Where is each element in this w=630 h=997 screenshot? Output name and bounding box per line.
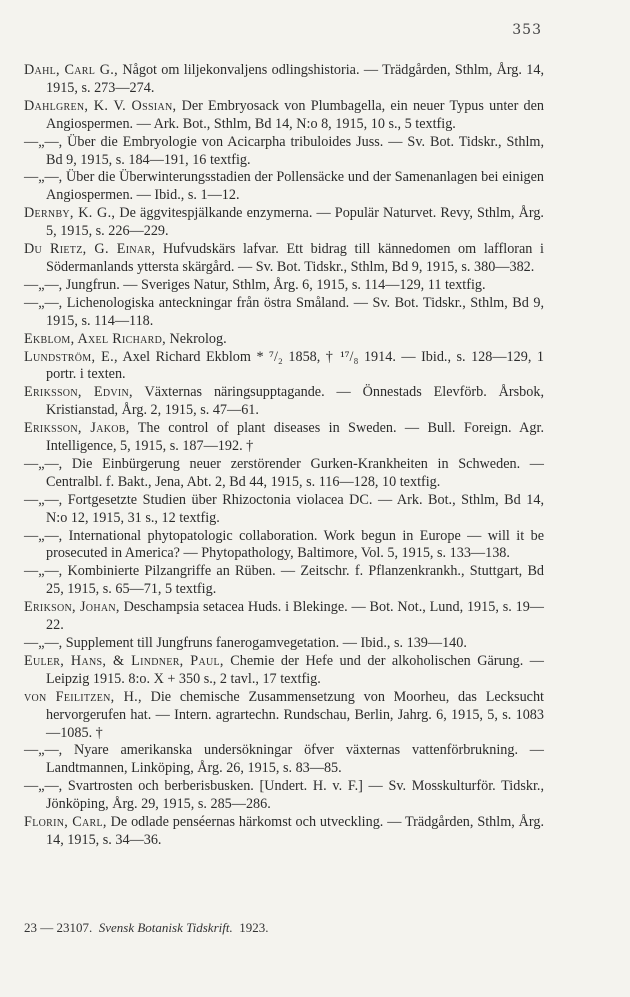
bibliography-entry: [24, 689, 544, 743]
bibliography-entry: [24, 778, 544, 814]
entry-text: De äggvitespjälkande enzymerna. — Populär Naturvet. Revy, Sthlm, Årg. 5, 1915, s. 226—229.: [46, 205, 544, 240]
entry-text: —„—, Die Einbürgerung neuer zerstörender Gurken-Krankheiten in Schweden. — Centralbl. f. Bakt., Jena, Abt. 2, Bd 44, 1915, s. 116—128, 10 textfig.: [24, 455, 544, 490]
entry-author: Lundström, E.,: [24, 348, 118, 365]
entry-text: Hufvudskärs lafvar. Ett bidrag till kännedomen om laffloran i Södermanlands yttersta skärgård. — Sv. Bot. Tidskr., Sthlm, Bd 9, 1915, s. 380—382.: [46, 241, 544, 275]
entry-text: Deschampsia setacea Huds. i Blekinge. — Bot. Not., Lund, 1915, s. 19—22.: [46, 599, 544, 634]
entry-author: Dahlgren, K. V. Ossian,: [24, 97, 177, 114]
signature-mark: 23 — 23107.: [24, 920, 93, 935]
bibliography-entry: [24, 62, 544, 98]
journal-year: 1923.: [239, 920, 269, 935]
bibliography-entry: [24, 420, 544, 456]
bibliography-entry: [24, 528, 544, 564]
entry-text: The control of plant diseases in Sweden. — Bull. Foreign. Agr. Intelligence, 5, 1915, s. 187—192. †: [46, 420, 544, 455]
bibliography-entry: [24, 205, 544, 241]
entry-text: Der Embryosack von Plumbagella, ein neuer Typus unter den Angiospermen. — Ark. Bot., Sthlm, Bd 14, N:o 8, 1915, 10 s., 5 textfig.: [46, 97, 545, 132]
entry-text: —„—, Fortgesetzte Studien über Rhizoctonia violacea DC. — Ark. Bot., Sthlm, Bd 14, N:o 12, 1915, 31 s., 12 textfig.: [24, 491, 544, 526]
entry-text: —„—, International phytopatologic collaboration. Work begun in Europe — will it be prosecuted in America? — Phytopathology, Baltimore, Vol. 5, 1915, s. 133—138.: [24, 527, 544, 562]
bibliography-entry: [24, 134, 544, 170]
entry-text: Något om liljekonvaljens odlingshistoria. — Trädgården, Sthlm, Årg. 14, 1915, s. 273—274.: [46, 62, 544, 96]
entry-author: Euler, Hans, & Lindner, Paul,: [24, 652, 224, 669]
entry-text: Chemie der Hefe und der alkoholischen Gärung. — Leipzig 1915. 8:o. X + 350 s., 2 tavl., 17 textfig.: [46, 652, 544, 687]
entry-text: Die chemische Zusammensetzung von Moorheu, das Lecksucht hervorgerufen hat. — Intern. agrartechn. Rundschau, Berlin, Jahrg. 6, 1915, 5, s. 1083—1085. †: [46, 688, 544, 741]
bibliography-entry: [24, 456, 544, 492]
bibliography-entry: [24, 98, 544, 134]
entry-text: —„—, Über die Überwinterungsstadien der Pollensäcke und der Samenanlagen bei einigen Angiospermen. — Ibid., s. 1—12.: [24, 169, 544, 204]
entry-text: Nekrolog.: [165, 330, 227, 347]
bibliography-entry: [24, 277, 544, 295]
bibliography-entry: [24, 492, 544, 528]
bibliography-entry: [24, 635, 544, 653]
entry-text: Axel Richard Ekblom * ⁷/₂ 1858, † ¹⁷/₈ 1914. — Ibid., s. 128—129, 1 portr. i texten.: [46, 348, 544, 383]
bibliography-entry: [24, 331, 544, 349]
journal-title: Svensk Botanisk Tidskrift.: [98, 920, 233, 935]
entry-text: —„—, Svartrosten och berberisbusken. [Undert. H. v. F.] — Sv. Mosskulturför. Tidskr., Jönköping, Årg. 29, 1915, s. 285—286.: [24, 778, 544, 813]
bibliography-entry: [24, 241, 544, 277]
bibliography-entry: [24, 295, 544, 331]
page-number: 353: [512, 22, 542, 38]
entry-author: Dahl, Carl G.,: [24, 62, 118, 78]
bibliography-entry: [24, 653, 544, 689]
entry-author: Erikson, Johan,: [24, 599, 120, 616]
entry-author: von Feilitzen, H.,: [24, 688, 142, 705]
bibliography-entry: [24, 599, 544, 635]
entry-text: —„—, Jungfrun. — Sveriges Natur, Sthlm, Årg. 6, 1915, s. 114—129, 11 textfig.: [24, 276, 486, 293]
entry-author: Du Rietz, G. Einar,: [24, 241, 156, 258]
entry-text: —„—, Supplement till Jungfruns fanerogamvegetation. — Ibid., s. 139—140.: [24, 635, 467, 651]
entry-text: De odlade penséernas härkomst och utveckling. — Trädgården, Sthlm, Årg. 14, 1915, s. 34—36.: [46, 814, 544, 848]
entry-author: Ekblom, Axel Richard,: [24, 330, 166, 347]
entry-author: Dernby, K. G.,: [24, 205, 116, 222]
entry-author: Eriksson, Edvin,: [24, 384, 133, 401]
entry-text: —„—, Kombinierte Pilzangriffe an Rüben. — Zeitschr. f. Pflanzenkrankh., Stuttgart, Bd 25, 1915, s. 65—71, 5 textfig.: [24, 563, 544, 598]
bibliography-entry: [24, 169, 544, 205]
page-footer: [24, 920, 268, 936]
bibliography-entry: [24, 349, 544, 385]
bibliography-entry: [24, 563, 544, 599]
entry-text: Växternas näringsupptagande. — Önnestads Elevförb. Årsbok, Kristianstad, Årg. 2, 1915, s. 47—61.: [46, 384, 544, 419]
bibliography-entry: [24, 814, 544, 850]
entry-text: —„—, Über die Embryologie von Acicarpha tribuloides Juss. — Sv. Bot. Tidskr., Sthlm, Bd 9, 1915, s. 184—191, 16 textfig.: [24, 133, 544, 168]
entry-author: Florin, Carl,: [24, 814, 107, 831]
entry-text: —„—, Nyare amerikanska undersökningar öfver växternas vattenförbrukning. — Landtmannen, Linköping, Årg. 26, 1915, s. 83—85.: [24, 742, 544, 777]
entry-text: —„—, Lichenologiska anteckningar från östra Småland. — Sv. Bot. Tidskr., Sthlm, Bd 9, 1915, s. 114—118.: [24, 294, 544, 329]
bibliography-entry: [24, 742, 544, 778]
bibliography-entry: [24, 384, 544, 420]
bibliography-list: [24, 62, 544, 850]
entry-author: Eriksson, Jakob,: [24, 420, 130, 437]
